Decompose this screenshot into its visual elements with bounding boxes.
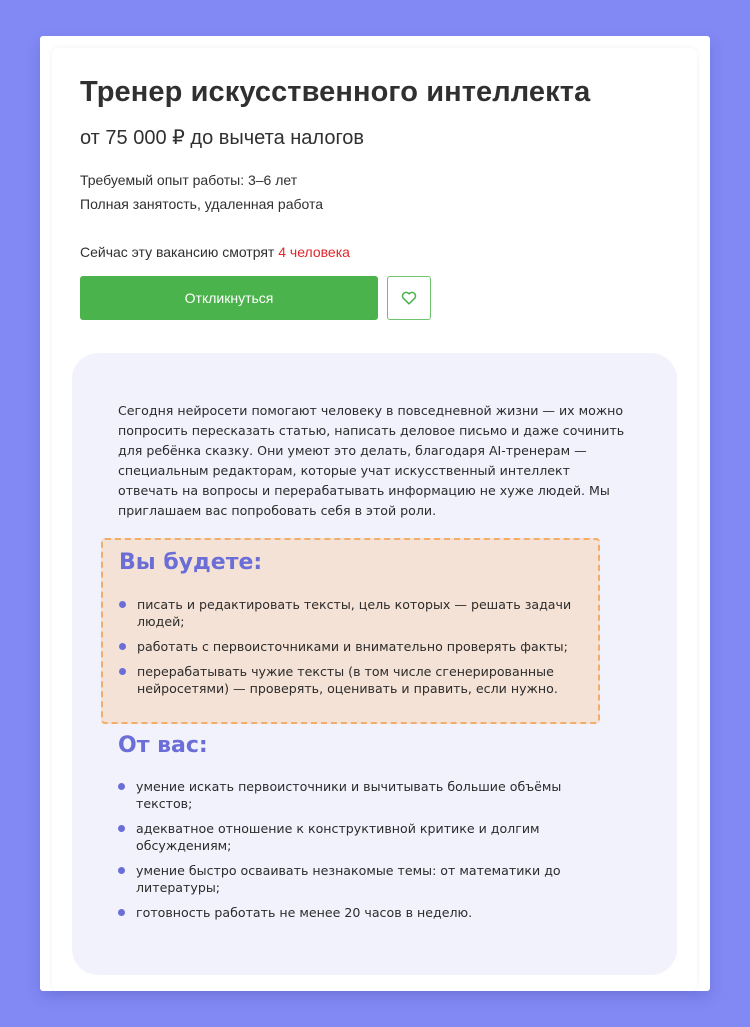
list-item <box>119 663 589 697</box>
duties-list <box>119 596 589 705</box>
vacancy-header <box>52 48 697 348</box>
list-item <box>119 638 589 655</box>
bullet-icon <box>118 909 125 916</box>
requirements-list <box>118 778 588 929</box>
list-item <box>118 862 588 896</box>
list-item <box>118 820 588 854</box>
employment-type: Полная занятость, удаленная работа <box>80 196 324 212</box>
list-item-text: писать и редактировать тексты, цель которых — решать задачи людей; <box>137 597 572 629</box>
apply-button[interactable]: Откликнуться <box>80 276 378 320</box>
bullet-icon <box>119 601 126 608</box>
bullet-icon <box>118 867 125 874</box>
list-item <box>119 596 589 630</box>
viewers-notice <box>80 244 350 260</box>
list-item <box>118 778 588 812</box>
list-item-text: работать с первоисточниками и внимательно проверять факты; <box>137 639 568 654</box>
list-item <box>118 904 588 921</box>
bullet-icon <box>118 825 125 832</box>
requirements-heading: От вас: <box>118 733 208 758</box>
experience-required: Требуемый опыт работы: 3–6 лет <box>80 172 298 188</box>
list-item-text: умение искать первоисточники и вычитывать большие объёмы текстов; <box>136 779 562 811</box>
list-item-text: умение быстро осваивать незнакомые темы: от математики до литературы; <box>136 863 561 895</box>
vacancy-title: Тренер искусственного интеллекта <box>80 76 591 108</box>
list-item-text: адекватное отношение к конструктивной критике и долгим обсуждениям; <box>136 821 540 853</box>
bullet-icon <box>119 668 126 675</box>
page-frame <box>40 36 710 991</box>
favorite-button[interactable] <box>387 276 431 320</box>
salary: от 75 000 ₽ до вычета налогов <box>80 127 365 149</box>
description-panel <box>72 353 677 975</box>
bullet-icon <box>118 783 125 790</box>
list-item-text: перерабатывать чужие тексты (в том числе сгенерированные нейросетями) — проверять, оценивать и править, если нужно. <box>137 664 558 696</box>
duties-heading: Вы будете: <box>119 550 263 575</box>
viewers-count: 4 человека <box>278 244 350 260</box>
heart-outline-icon <box>401 291 417 305</box>
vacancy-card <box>52 48 697 991</box>
list-item-text: готовность работать не менее 20 часов в неделю. <box>136 905 473 920</box>
viewers-prefix: Сейчас эту вакансию смотрят <box>80 244 279 260</box>
bullet-icon <box>119 643 126 650</box>
vacancy-intro: Сегодня нейросети помогают человеку в повседневной жизни — их можно попросить пересказать статью, написать деловое письмо и даже сочинить для ребёнка сказку. Они умеют это делать, благодаря AI-тренерам — специальным редакторам, которые учат искусственный интеллект отвечать на вопросы и перерабатывать информацию не хуже людей. Мы приглашаем вас попробовать себя в этой роли. <box>118 403 625 518</box>
duties-section <box>101 538 600 724</box>
